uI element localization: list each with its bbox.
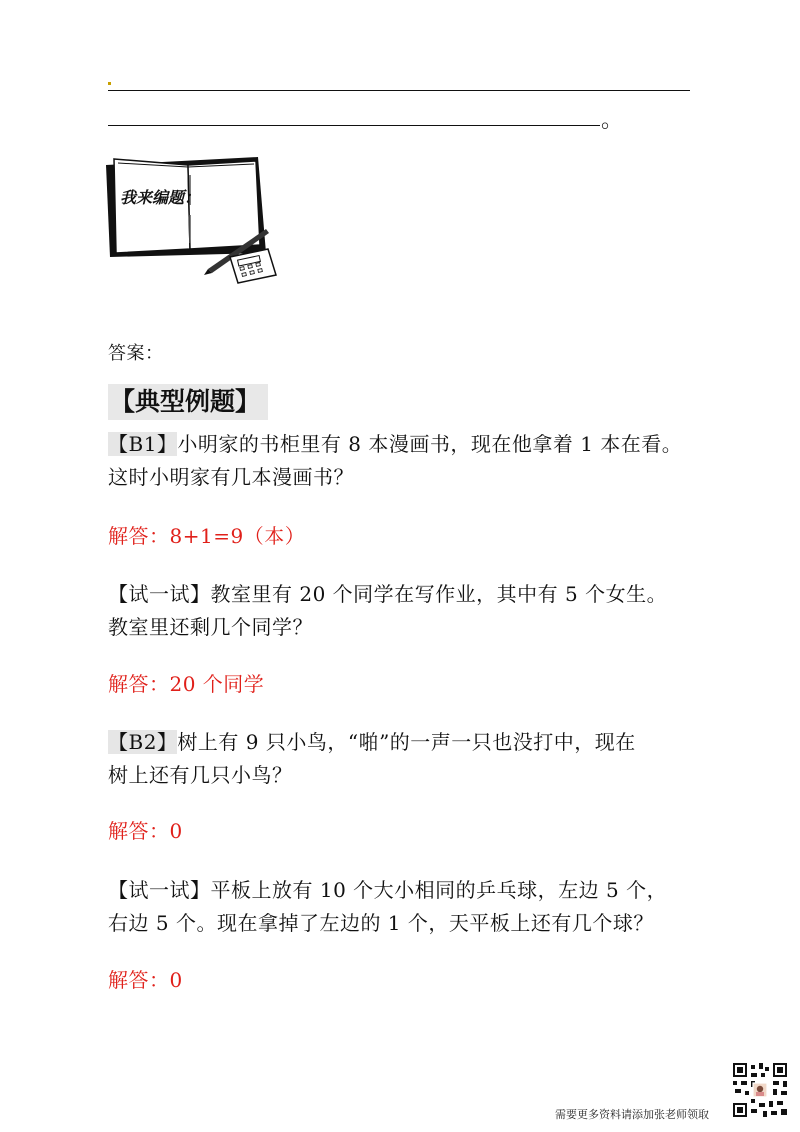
notebook-caption: 我来编题： [120, 188, 201, 207]
answer-try-2: 解答：0 [108, 968, 183, 992]
problem-tag: 【B2】 [108, 730, 178, 754]
problem-text: 这时小明家有几本漫画书？ [108, 465, 354, 489]
problem-b2 [108, 726, 698, 792]
problem-tag: 【试一试】 [108, 878, 211, 902]
problem-text: 小明家的书柜里有 8 本漫画书，现在他拿着 1 本在看。 [177, 432, 683, 456]
qr-code-icon[interactable] [733, 1063, 787, 1117]
problem-try-1 [108, 578, 698, 644]
answer-b1: 解答：8+1=9（本） [108, 524, 306, 548]
answer-try-1: 解答：20 个同学 [108, 672, 265, 696]
problem-text: 树上有 9 只小鸟，“啪”的一声一只也没打中，现在 [177, 730, 636, 754]
footer-text: 需要更多资料请添加张老师领取 [555, 1108, 709, 1121]
tiny-mark [108, 82, 111, 85]
notebook-illustration [98, 145, 288, 290]
answer-line-1 [108, 90, 690, 91]
section-title: 【典型例题】 [108, 384, 268, 420]
problem-text: 教室里还剩几个同学？ [108, 615, 313, 639]
answer-line-2 [108, 125, 600, 126]
problem-text: 树上还有几只小鸟？ [108, 763, 293, 787]
answer-b2: 解答：0 [108, 819, 183, 843]
problem-try-2 [108, 874, 698, 940]
problem-text: 教室里有 20 个同学在写作业，其中有 5 个女生。 [210, 582, 668, 606]
problem-text: 平板上放有 10 个大小相同的乒乓球，左边 5 个， [210, 878, 668, 902]
problem-tag: 【B1】 [108, 432, 178, 456]
problem-text: 右边 5 个。现在拿掉了左边的 1 个，天平板上还有几个球？ [108, 911, 654, 935]
problem-b1 [108, 428, 698, 494]
period-mark: 。 [601, 108, 624, 133]
problem-tag: 【试一试】 [108, 582, 211, 606]
answer-label: 答案： [108, 343, 164, 364]
